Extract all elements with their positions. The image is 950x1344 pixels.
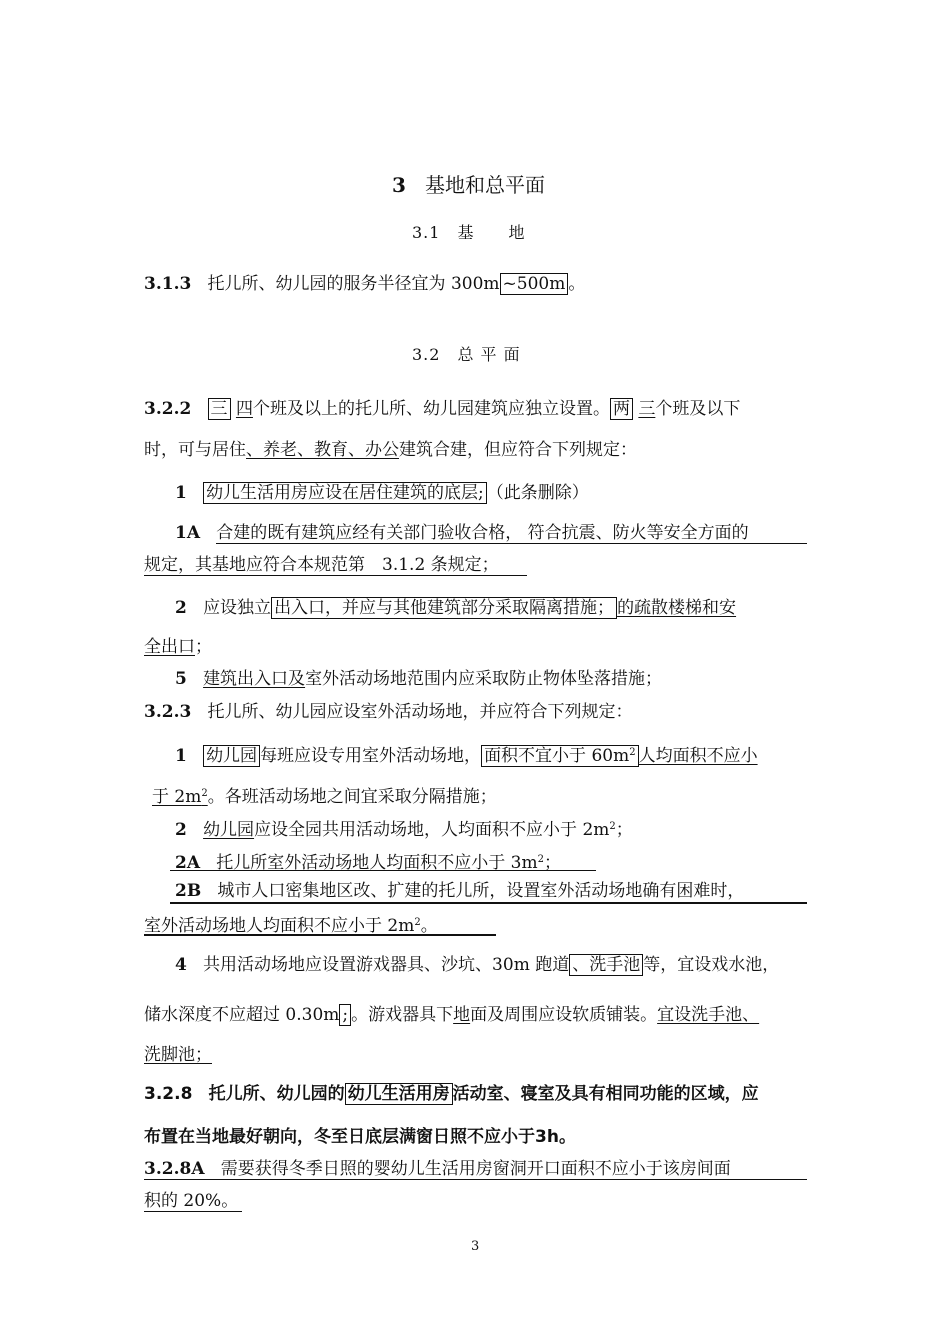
boxed-text: 幼儿生活用房应设在居住建筑的底层; <box>203 482 487 504</box>
clause-text: 托儿所、幼儿园的服务半径宜为 300m <box>207 274 500 294</box>
clause-text: 。 <box>558 1127 576 1147</box>
clause-text: 。 <box>568 274 586 294</box>
item-text: ； <box>615 820 633 840</box>
section-3-2-title: 3.2 总 平 面 <box>412 345 521 364</box>
underline <box>170 902 807 904</box>
boxed-text: 幼儿园 <box>203 745 260 767</box>
superscript: 2 <box>201 788 208 799</box>
clause-3-2-8a-line-2: 积的 20%。 <box>144 1191 239 1211</box>
underlined-text: 地 <box>453 1005 471 1025</box>
boxed-text: 三 <box>208 398 231 420</box>
clause-number: 3.1.3 <box>144 274 192 294</box>
item-text: ； <box>195 637 212 657</box>
underline <box>144 575 527 576</box>
underlined-text: 三 <box>638 399 656 419</box>
superscript: 2 <box>609 821 616 832</box>
item-number: 1 <box>175 746 187 766</box>
item-note: （此条删除） <box>486 483 589 503</box>
underlined-text: 建筑出入口及 <box>203 669 306 689</box>
underlined-text: 人均面积不应小 <box>638 746 758 766</box>
clause-3-2-8a <box>144 1158 731 1180</box>
boxed-text: ~500m <box>500 273 569 295</box>
boxed-text: 两 <box>610 398 633 420</box>
item-text: 。各班活动场地之间宜采取分隔措施； <box>207 787 497 807</box>
item-text: 每班应设专用室外活动场地， <box>260 746 482 766</box>
superscript: 2 <box>537 854 544 865</box>
item-number: 1 <box>175 483 187 503</box>
item-1 <box>175 482 589 504</box>
item-1a <box>175 522 749 544</box>
item-text: 合建的既有建筑应经有关部门验收合格， 符合抗震、防火等安全方面的 <box>216 523 749 543</box>
superscript: 2 <box>414 917 421 928</box>
item-text: 。游戏器具下 <box>351 1005 454 1025</box>
clause-3-2-3 <box>144 701 633 723</box>
clause-text: 托儿所、幼儿园应设室外活动场地，并应符合下列规定： <box>207 702 633 722</box>
underlined-text <box>152 787 208 807</box>
underline <box>144 1211 242 1212</box>
item-number: 2 <box>175 820 187 840</box>
underlined-text-content: 于 2m <box>152 787 202 807</box>
item-text: ； <box>543 853 561 873</box>
item-number: 5 <box>175 669 187 689</box>
underlined-text: 四 <box>235 399 253 419</box>
item-text: 等，宜设戏水池， <box>643 955 780 975</box>
underline <box>170 870 596 871</box>
boxed-text: 出入口，并应与其他建筑部分采取隔离措施； <box>271 597 617 619</box>
item-number: 2A <box>175 853 201 873</box>
item-2 <box>175 816 633 841</box>
item-text: 应设独立 <box>203 598 272 618</box>
clause-text: 布置在当地最好朝向，冬至日底层满窗日照不应小于 <box>144 1127 535 1147</box>
item-text: 共用活动场地应设置游戏器具、沙坑、30m 跑道 <box>203 955 570 975</box>
underline <box>144 934 496 936</box>
clause-3-2-2-line-2 <box>144 439 637 461</box>
item-number: 4 <box>175 955 187 975</box>
item-5 <box>175 668 662 690</box>
underlined-text: 全出口 <box>144 637 195 657</box>
underlined-text: 、养老、教育、办公 <box>246 440 399 460</box>
underline <box>216 543 807 544</box>
item-text: 面及周围应设软质铺装。 <box>470 1005 658 1025</box>
clause-3-1-3 <box>144 273 585 295</box>
item-4 <box>175 954 779 976</box>
superscript: 2 <box>629 747 636 758</box>
underlined-text: 洗脚池； <box>144 1045 212 1065</box>
item-text: 应设全园共用活动场地，人均面积不应小于 2m <box>254 820 610 840</box>
item-2b <box>175 880 744 902</box>
boxed-text: 幼儿生活用房 <box>345 1083 453 1105</box>
item-text: 储水深度不应超过 0.30m <box>144 1005 340 1025</box>
item-1a-line-2: 规定，其基地应符合本规范第 3.1.2 条规定； <box>144 555 499 575</box>
clause-number: 3.2.8 <box>144 1084 193 1104</box>
chapter-title: 基地和总平面 <box>425 173 545 197</box>
item-number: 2B <box>175 881 202 901</box>
item-text: 室外活动场地人均面积不应小于 2m <box>144 916 415 936</box>
clause-3-2-8 <box>144 1083 759 1105</box>
item-text: 。 <box>420 916 438 936</box>
boxed-text: 、洗手池 <box>569 954 643 976</box>
item-2-line-2 <box>144 636 212 658</box>
underlined-text: 幼儿园 <box>203 820 255 840</box>
item-4-line-3 <box>144 1044 212 1066</box>
item-4-line-2 <box>144 1004 759 1026</box>
boxed-text: ; <box>339 1004 351 1026</box>
chapter-number: 3 <box>392 173 406 197</box>
item-number: 1A <box>175 523 201 543</box>
clause-text: 时，可与居住 <box>144 440 246 460</box>
clause-3-2-2 <box>144 398 740 420</box>
clause-text: 个班及以下 <box>655 399 741 419</box>
clause-text: 需要获得冬季日照的婴幼儿生活用房窗洞开口面积不应小于该房间面 <box>220 1159 731 1179</box>
clause-number: 3.2.2 <box>144 399 192 419</box>
item-1-line-2 <box>152 783 497 808</box>
clause-number: 3.2.3 <box>144 702 192 722</box>
underline <box>144 1179 807 1180</box>
clause-text: 托儿所、幼儿园的 <box>208 1084 345 1104</box>
clause-text: 建筑合建，但应符合下列规定： <box>399 440 637 460</box>
clause-3-2-8-line-2 <box>144 1126 576 1148</box>
clause-text: 3h <box>535 1127 559 1147</box>
item-text: 托儿所室外活动场地人均面积不应小于 3m <box>216 853 538 873</box>
item-1 <box>175 742 758 767</box>
item-number: 2 <box>175 598 187 618</box>
section-3-1-title: 3.1 基 地 <box>412 223 526 242</box>
underlined-text: 的疏散楼梯和安 <box>617 598 737 618</box>
clause-text: 个班及以上的托儿所、幼儿园建筑应独立设置。 <box>252 399 610 419</box>
clause-text: 活动室、寝室及具有相同功能的区域，应 <box>452 1084 759 1104</box>
boxed-text-content: 面积不宜小于 60m <box>484 746 630 766</box>
item-text: 室外活动场地范围内应采取防止物体坠落措施； <box>305 669 663 689</box>
clause-number: 3.2.8A <box>144 1159 205 1179</box>
item-text: 城市人口密集地区改、扩建的托儿所，设置室外活动场地确有困难时， <box>217 881 745 901</box>
underlined-text: 宜设洗手池、 <box>657 1005 760 1025</box>
boxed-text <box>481 745 639 767</box>
chapter-heading <box>392 174 545 196</box>
page-number: 3 <box>471 1239 480 1254</box>
item-2 <box>175 597 736 619</box>
